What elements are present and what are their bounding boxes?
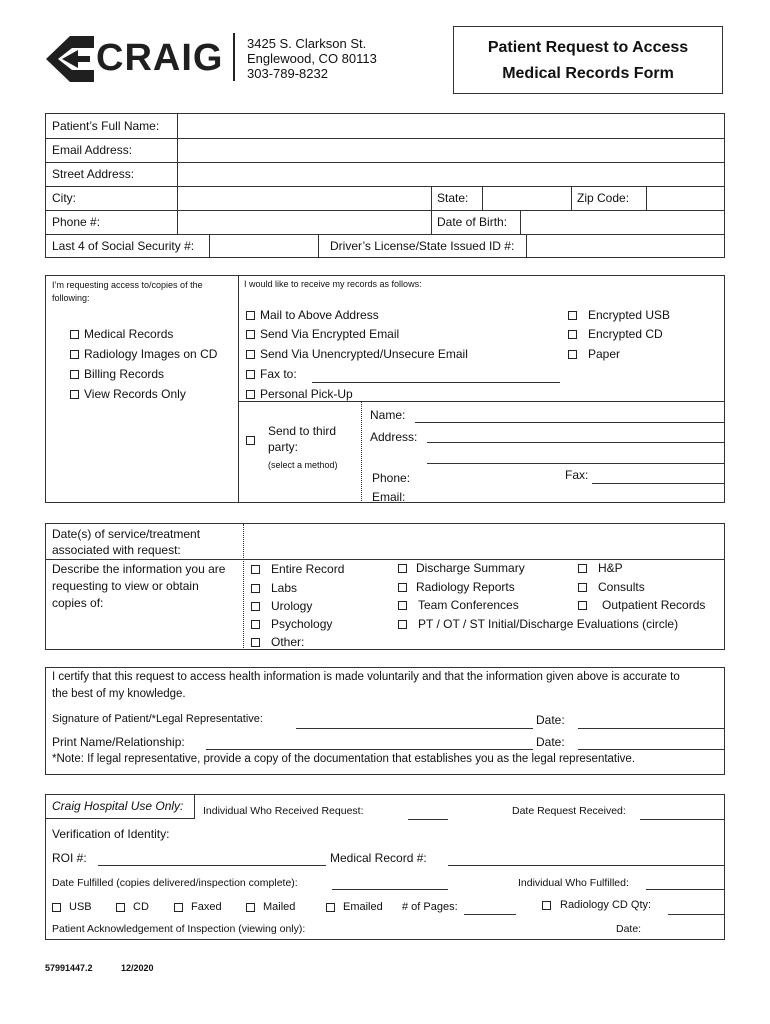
signature-date-label: Date: (536, 713, 565, 727)
third-party-label-1: Send to third (268, 424, 337, 438)
checkbox-icon (251, 565, 260, 574)
certify-statement-2: the best of my knowledge. (52, 688, 186, 700)
describe-label-3: copies of: (52, 596, 104, 610)
checkbox-icon (246, 330, 255, 339)
ack-date-label: Date: (616, 923, 642, 935)
input-full-name[interactable] (178, 114, 725, 138)
delivery-faxed[interactable]: Faxed (174, 901, 222, 913)
date-received-line[interactable] (640, 819, 725, 820)
third-party-note: (select a method) (268, 460, 338, 470)
checkbox-icon (246, 370, 255, 379)
received-by-line[interactable] (408, 819, 448, 820)
checkbox-icon (174, 903, 183, 912)
delivery-usb[interactable]: USB (52, 901, 92, 913)
label-city: City: (52, 191, 76, 205)
checkbox-icon (52, 903, 61, 912)
patient-info-table (45, 113, 725, 258)
address-line-2: Englewood, CO 80113 (247, 51, 377, 66)
method-pickup[interactable]: Personal Pick-Up (246, 387, 353, 401)
checkbox-icon (251, 584, 260, 593)
roi-label: ROI #: (52, 851, 87, 865)
label-phone: Phone #: (52, 215, 101, 229)
signature-label: Signature of Patient/*Legal Representative: (52, 713, 263, 725)
service-section (45, 523, 725, 650)
dates-label-2: associated with request: (52, 543, 181, 557)
label-dob: Date of Birth: (437, 215, 508, 229)
received-by-label: Individual Who Received Request: (203, 805, 364, 817)
tp-address-line-1[interactable] (427, 442, 725, 443)
checkbox-icon (251, 620, 260, 629)
media-usb[interactable]: Encrypted USB (568, 308, 670, 322)
service-labs[interactable]: Labs (251, 581, 297, 595)
form-title-line-1: Patient Request to Access (487, 39, 689, 56)
hospital-use-section (45, 794, 725, 940)
tp-name-label: Name: (370, 408, 406, 422)
checkbox-icon (398, 583, 407, 592)
tp-address-label: Address: (370, 430, 418, 444)
input-city[interactable] (178, 186, 431, 210)
date-fulfilled-label: Date Fulfilled (copies delivered/inspection complete): (52, 877, 298, 889)
third-party-checkbox[interactable] (246, 436, 255, 445)
hospital-use-title-box (46, 795, 195, 819)
tp-email-label: Email: (372, 490, 406, 504)
dates-input[interactable] (245, 524, 725, 558)
certify-statement-1: I certify that this request to access health information is made voluntarily and that the information given above is accurate to (52, 671, 680, 683)
service-urology[interactable]: Urology (251, 599, 312, 613)
legal-rep-note: *Note: If legal representative, provide a copy of the documentation that establishes you as the legal representative. (52, 753, 636, 765)
describe-label-2: requesting to view or obtain (52, 579, 199, 593)
print-date-line[interactable] (578, 749, 725, 750)
checkbox-icon (246, 350, 255, 359)
checkbox-icon (578, 583, 587, 592)
checkbox-icon (398, 620, 407, 629)
date-fulfilled-line[interactable] (332, 889, 448, 890)
verification-label: Verification of Identity: (52, 827, 170, 841)
checkbox-icon (398, 564, 407, 573)
dates-label-1: Date(s) of service/treatment (52, 527, 201, 541)
checkbox-icon (246, 903, 255, 912)
tp-name-line[interactable] (415, 422, 725, 423)
service-consults[interactable]: Consults (578, 580, 645, 594)
mrn-label: Medical Record #: (330, 851, 427, 865)
access-item-4[interactable]: View Records Only (70, 387, 186, 401)
service-other[interactable]: Other: (251, 635, 304, 649)
mrn-line[interactable] (448, 865, 725, 866)
method-encrypted-email[interactable]: Send Via Encrypted Email (246, 327, 399, 341)
access-intro: I’m requesting access to/copies of the following: (52, 280, 203, 303)
receive-intro: I would like to receive my records as follows: (244, 279, 422, 289)
checkbox-icon (70, 350, 79, 359)
acknowledgement-label: Patient Acknowledgement of Inspection (viewing only): (52, 923, 306, 935)
form-revision: 12/2020 (121, 963, 154, 973)
fax-number-line[interactable] (312, 382, 560, 383)
input-dob[interactable] (521, 210, 725, 234)
header-phone: 303-789-8232 (247, 66, 328, 81)
input-phone[interactable] (178, 210, 431, 234)
label-email: Email Address: (52, 143, 133, 157)
signature-line[interactable] (296, 728, 533, 729)
input-zip[interactable] (647, 186, 725, 210)
input-street[interactable] (178, 162, 725, 186)
radiology-cd-qty-line[interactable] (668, 914, 725, 915)
input-ssn[interactable] (210, 234, 318, 258)
checkbox-icon (116, 903, 125, 912)
service-outpatient-records[interactable]: Outpatient Records (578, 598, 705, 612)
media-cd[interactable]: Encrypted CD (568, 327, 663, 341)
method-mail[interactable]: Mail to Above Address (246, 308, 379, 322)
service-entire-record[interactable]: Entire Record (251, 562, 344, 576)
delivery-emailed[interactable]: Emailed (326, 901, 383, 913)
roi-line[interactable] (98, 865, 326, 866)
checkbox-icon (398, 601, 407, 610)
describe-label-1: Describe the information you are (52, 562, 226, 576)
address-line-1: 3425 S. Clarkson St. (247, 36, 367, 51)
print-name-line[interactable] (206, 749, 533, 750)
header-divider (233, 33, 235, 81)
access-item-2[interactable]: Radiology Images on CD (70, 347, 217, 361)
tp-fax-line[interactable] (592, 483, 725, 484)
service-hp[interactable]: H&P (578, 561, 623, 575)
checkbox-icon (246, 311, 255, 320)
tp-phone-label: Phone: (372, 471, 411, 485)
input-license[interactable] (527, 234, 725, 258)
form-title-box (453, 26, 723, 94)
fulfilled-by-line[interactable] (646, 889, 725, 890)
checkbox-icon (578, 601, 587, 610)
checkbox-icon (326, 903, 335, 912)
method-fax[interactable]: Fax to: (246, 367, 297, 381)
service-psychology[interactable]: Psychology (251, 617, 332, 631)
input-email[interactable] (178, 138, 725, 162)
logo-wordmark: CRAIG (96, 37, 224, 79)
access-request-section (45, 275, 725, 503)
craig-logo-mark-icon (44, 34, 96, 84)
checkbox-icon (246, 390, 255, 399)
pages-label: # of Pages: (402, 901, 458, 913)
label-zip: Zip Code: (577, 191, 630, 205)
service-discharge-summary[interactable]: Discharge Summary (398, 561, 525, 575)
checkbox-icon (578, 564, 587, 573)
print-date-label: Date: (536, 735, 565, 749)
service-therapy-evaluations[interactable]: PT / OT / ST Initial/Discharge Evaluations (circle) (398, 617, 678, 631)
form-number: 57991447.2 (45, 963, 93, 973)
certification-section (45, 667, 725, 775)
checkbox-icon (70, 390, 79, 399)
label-ssn: Last 4 of Social Security #: (52, 239, 195, 253)
tp-address-line-2[interactable] (427, 463, 725, 464)
checkbox-icon (542, 901, 551, 910)
checkbox-icon (568, 330, 577, 339)
tp-fax-label: Fax: (565, 468, 589, 482)
label-full-name: Patient’s Full Name: (52, 119, 160, 133)
label-license: Driver’s License/State Issued ID #: (330, 239, 515, 253)
service-team-conferences[interactable]: Team Conferences (398, 598, 519, 612)
access-item-1[interactable]: Medical Records (70, 327, 173, 341)
checkbox-icon (568, 350, 577, 359)
method-unencrypted-email[interactable]: Send Via Unencrypted/Unsecure Email (246, 347, 468, 361)
checkbox-icon (70, 370, 79, 379)
media-paper[interactable]: Paper (568, 347, 620, 361)
pages-line[interactable] (464, 914, 516, 915)
label-state: State: (437, 191, 469, 205)
delivery-mailed[interactable]: Mailed (246, 901, 295, 913)
checkbox-icon (251, 602, 260, 611)
label-street: Street Address: (52, 167, 135, 181)
third-party-label-2: party: (268, 440, 299, 454)
craig-logo (44, 34, 224, 84)
delivery-cd[interactable]: CD (116, 901, 149, 913)
fulfilled-by-label: Individual Who Fulfilled: (518, 877, 629, 889)
hospital-use-title: Craig Hospital Use Only: (52, 799, 184, 813)
date-received-label: Date Request Received: (512, 805, 626, 817)
signature-date-line[interactable] (578, 728, 725, 729)
service-radiology-reports[interactable]: Radiology Reports (398, 580, 515, 594)
form-title-line-2: Medical Records Form (502, 65, 674, 82)
input-state[interactable] (483, 186, 571, 210)
checkbox-icon (70, 330, 79, 339)
print-name-label: Print Name/Relationship: (52, 735, 185, 749)
checkbox-icon (568, 311, 577, 320)
checkbox-icon (251, 638, 260, 647)
access-item-3[interactable]: Billing Records (70, 367, 164, 381)
radiology-cd-qty[interactable]: Radiology CD Qty: (542, 899, 651, 911)
